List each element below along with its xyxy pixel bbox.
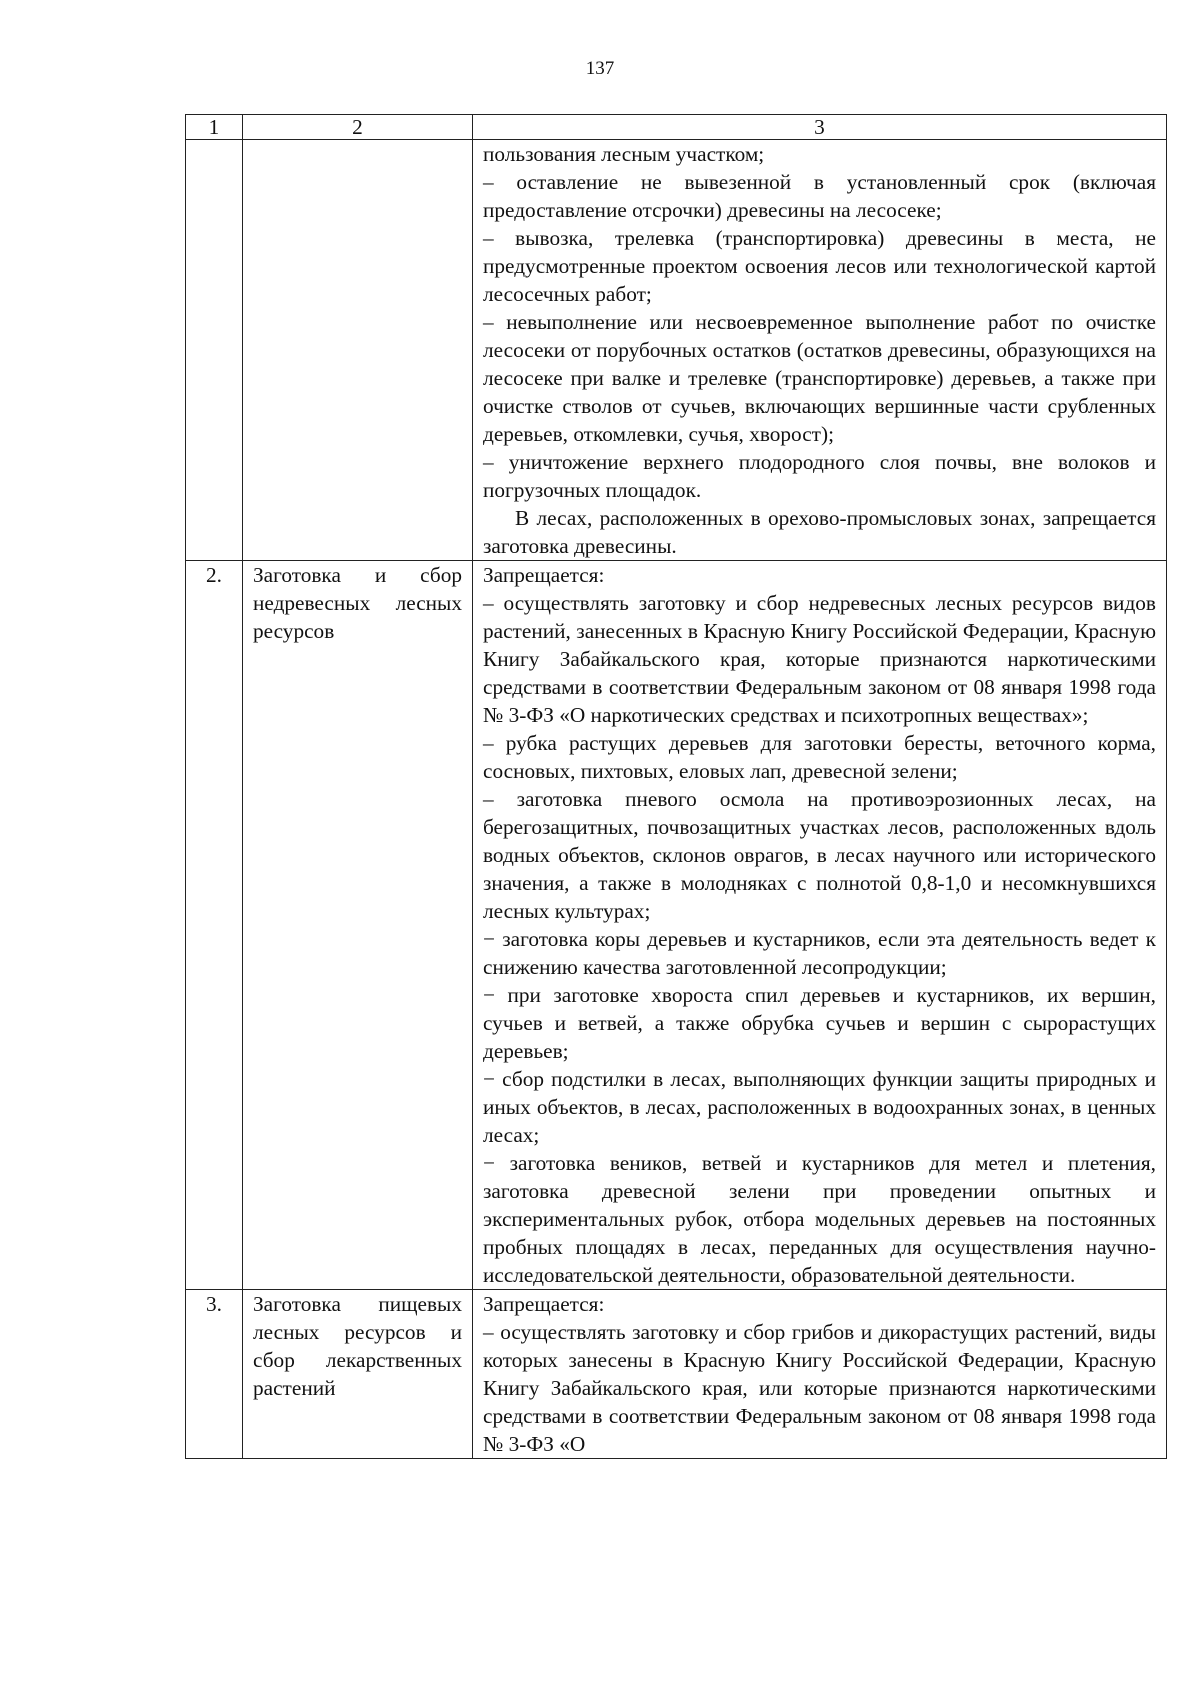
restriction-paragraph: – заготовка пневого осмола на противоэрозионных лесах, на берегозащитных, почвозащитных участках лесов, расположенных вдоль водных объектов, склонов оврагов, в лесах научного или исторического значения, а также в молодняках с полнотой 0,8-1,0 и несомкнувшихся лесных культурах; xyxy=(483,787,1156,923)
column-header-1: 1 xyxy=(186,115,243,140)
restriction-paragraph: Запрещается: xyxy=(483,563,605,587)
restriction-paragraph: В лесах, расположенных в орехово-промысловых зонах, запрещается заготовка древесины. xyxy=(483,506,1156,558)
restrictions-cell xyxy=(473,561,1167,1290)
restriction-paragraph: − сбор подстилки в лесах, выполняющих функции защиты природных и иных объектов, в лесах, расположенных в водоохранных зонах, в ценных лесах; xyxy=(483,1067,1156,1147)
table-row xyxy=(186,1290,1167,1459)
row-number-cell: 2. xyxy=(186,561,243,1290)
table-row xyxy=(186,561,1167,1290)
regulations-table xyxy=(185,114,1167,1459)
restriction-paragraph: – оставление не вывезенной в установленный срок (включая предоставление отсрочки) древесины на лесосеке; xyxy=(483,170,1156,222)
restriction-paragraph: – уничтожение верхнего плодородного слоя почвы, вне волоков и погрузочных площадок. xyxy=(483,450,1156,502)
restriction-paragraph: – рубка растущих деревьев для заготовки бересты, веточного корма, сосновых, пихтовых, еловых лап, древесной зелени; xyxy=(483,731,1156,783)
restrictions-cell xyxy=(473,1290,1167,1459)
table-header-row xyxy=(186,115,1167,140)
row-number-cell xyxy=(186,140,243,561)
restriction-paragraph: − заготовка коры деревьев и кустарников, если эта деятельность ведет к снижению качества заготовленной лесопродукции; xyxy=(483,927,1156,979)
table-row-continuation xyxy=(186,140,1167,561)
restriction-paragraph: – невыполнение или несвоевременное выполнение работ по очистке лесосеки от порубочных остатков (остатков древесины, образующихся на лесосеке при валке и трелевке (транспортировке) деревьев, а также при очистке стволов от сучьев, включающих вершинные части срубленных деревьев, откомлевки, сучья, хворост); xyxy=(483,310,1156,446)
restriction-paragraph: пользования лесным участком; xyxy=(483,142,765,166)
activity-name: Заготовка пищевых лесных ресурсов и сбор лекарственных растений xyxy=(253,1292,462,1400)
restriction-paragraph: – вывозка, трелевка (транспортировка) древесины в места, не предусмотренные проектом освоения лесов или технологической картой лесосечных работ; xyxy=(483,226,1156,306)
page-number: 137 xyxy=(585,58,615,79)
activity-name-cell xyxy=(243,1290,473,1459)
restriction-paragraph: Запрещается: xyxy=(483,1292,605,1316)
restriction-paragraph: − при заготовке хвороста спил деревьев и кустарников, их вершин, сучьев и ветвей, а также обрубка сучьев и вершин с сырорастущих деревьев; xyxy=(483,983,1156,1063)
activity-name-cell xyxy=(243,561,473,1290)
restriction-paragraph: − заготовка веников, ветвей и кустарников для метел и плетения, заготовка древесной зелени при проведении опытных и экспериментальных рубок, отбора модельных деревьев на постоянных пробных площадях в лесах, переданных для осуществления научно-исследовательской деятельности, образовательной деятельности. xyxy=(483,1151,1156,1287)
column-header-3: 3 xyxy=(473,115,1167,140)
activity-name-cell xyxy=(243,140,473,561)
restrictions-cell xyxy=(473,140,1167,561)
row-number-cell: 3. xyxy=(186,1290,243,1459)
activity-name: Заготовка и сбор недревесных лесных ресурсов xyxy=(253,563,462,643)
column-header-2: 2 xyxy=(243,115,473,140)
restriction-paragraph: – осуществлять заготовку и сбор недревесных лесных ресурсов видов растений, занесенных в Красную Книгу Российской Федерации, Красную Книгу Забайкальского края, которые признаются наркотическими средствами в соответствии Федеральным законом от 08 января 1998 года № 3-ФЗ «О наркотических средствах и психотропных веществах»; xyxy=(483,591,1156,727)
restriction-paragraph: – осуществлять заготовку и сбор грибов и дикорастущих растений, виды которых занесены в Красную Книгу Российской Федерации, Красную Книгу Забайкальского края, или которые признаются наркотическими средствами в соответствии Федеральным законом от 08 января 1998 года № 3-ФЗ «О xyxy=(483,1320,1156,1456)
